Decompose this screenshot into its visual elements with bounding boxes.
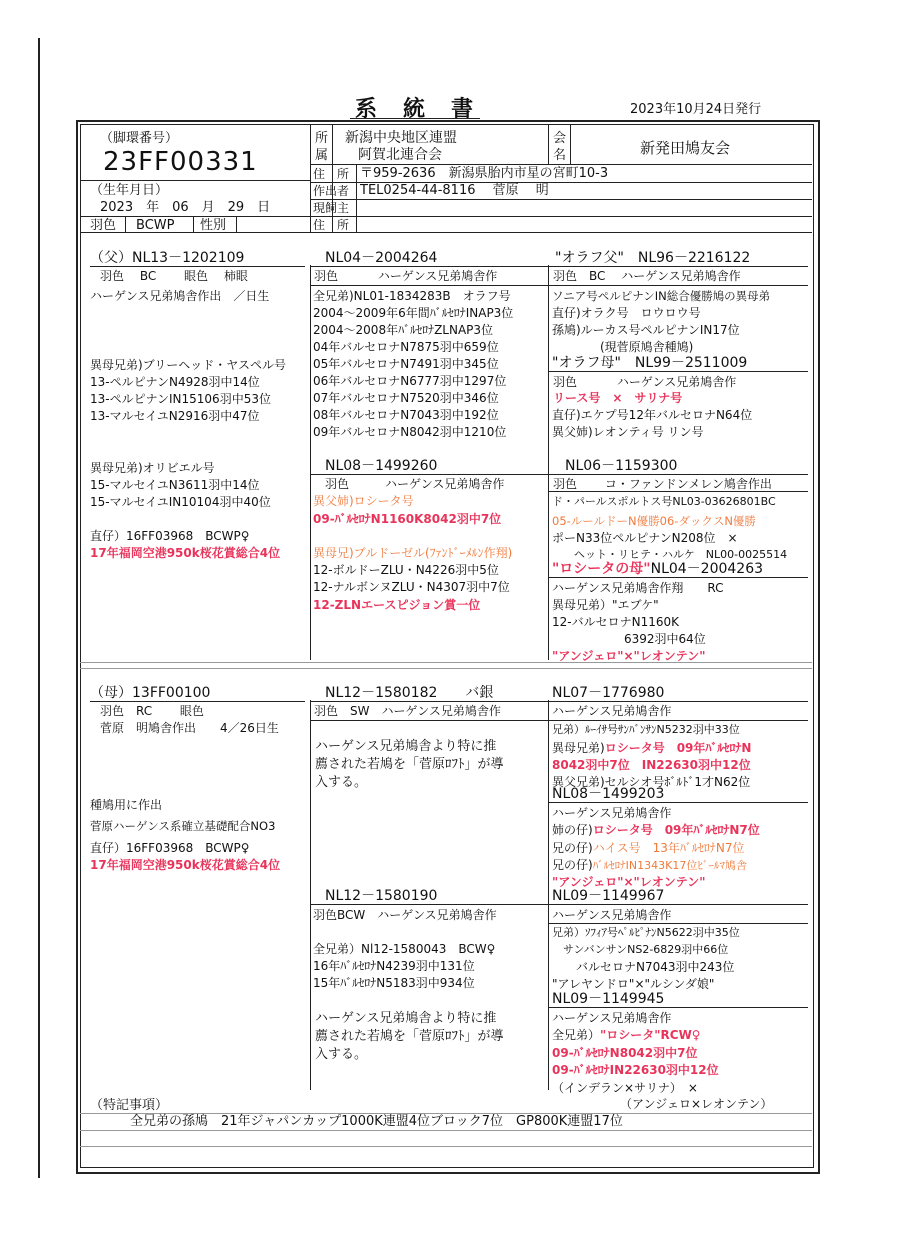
address-value: 〒959-2636 新潟県胎内市星の宮町10-3 (360, 166, 609, 181)
ddd-relation: 全兄弟） (552, 1028, 601, 1042)
sdd-title-highlight: "ロシータの母" (552, 561, 651, 577)
owner-address-label: 住 所 (313, 218, 350, 232)
document-title: 系 統 書 (355, 97, 476, 122)
divider (548, 720, 808, 721)
dd-line: 全兄弟）Nl12-1580043 BCW♀ (313, 942, 496, 956)
sds-line: ヘット・リヒテ・ハルケ NL00-0025514 (552, 548, 788, 561)
ddd-line (552, 1027, 701, 1043)
sss-line: (現菅原鳩舎種鳩) (552, 340, 694, 354)
divider (90, 266, 305, 267)
ss-line: 2004～2009年6年間ﾊﾞﾙｾﾛﾅINAP3位 (313, 306, 514, 320)
dam-color: 羽色 RC 眼色 (100, 704, 204, 718)
divider (310, 199, 812, 200)
divider (80, 232, 812, 233)
ss-line: 07年バルセロナN7520羽中346位 (313, 391, 499, 405)
dsd-relation: 姉の仔) (552, 823, 593, 837)
sd-line: 異母兄)ブルドーゼル(ﾌｧﾝﾄﾞｰﾒﾙﾝ作翔) (313, 546, 513, 560)
ds-color: 羽色 SW ハーゲンス兄弟鳩舎作 (314, 704, 501, 718)
dam-line: 菅原ハーゲンス系確立基礎配合NO3 (90, 819, 276, 833)
sss-line: ソニア号ペルピナンIN総合優勝鳩の異母弟 (552, 289, 771, 303)
ddd-line: （アンジェロ×レオンテン） (620, 1097, 773, 1111)
divider (548, 904, 808, 905)
divider (90, 701, 305, 702)
ssd-highlight: リース号 × サリナ号 (553, 391, 683, 405)
dss-highlight: ロシータ号 09年ﾊﾞﾙｾﾛﾅN (604, 741, 752, 755)
divider (548, 1007, 808, 1008)
ss-line: 09年バルセロナN8042羽中1210位 (313, 425, 507, 439)
divider (310, 474, 548, 475)
dss-line: 異父兄弟)セルシオ号ﾎﾞﾙﾄﾞ1才N62位 (552, 775, 751, 789)
sss-title: "オラフ父" NL96－2216122 (555, 250, 751, 266)
sire-color: 羽色 BC 眼色 柿眼 (100, 269, 248, 283)
ssd-line: 異父姉)レオンティ号 リン号 (552, 425, 704, 439)
owner-label: 現飼主 (313, 201, 350, 215)
ddd-line: （インデラン×サリナ） × (552, 1081, 698, 1095)
sss-line: 孫鳩)ルーカス号ペルピナンIN17位 (552, 323, 740, 337)
sd-highlight: 09-ﾊﾞﾙｾﾛﾅN1160K8042羽中7位 (313, 512, 502, 526)
notes-label: （特記事項） (90, 1098, 169, 1113)
dd-title: NL12－1580190 (325, 888, 438, 904)
sire-line: 13-ペルピナンIN15106羽中53位 (90, 392, 271, 406)
column-divider (310, 265, 311, 660)
ring-label: （脚環番号） (100, 131, 179, 146)
club-label: 会 (553, 131, 567, 146)
ddd-title: NL09－1149945 (552, 991, 665, 1007)
dam-title: （母）13FF00100 (90, 685, 211, 701)
club-name: 新発田鳩友会 (640, 139, 731, 157)
notes-rule (80, 1130, 812, 1131)
ssd-title: "オラフ母" NL99－2511009 (552, 355, 748, 371)
ss-line: 全兄弟)NL01-1834283B オラフ号 (313, 289, 511, 303)
sds-title: NL06－1159300 (565, 458, 678, 474)
dam-breeder: 菅原 明鳩舎作出 4／26日生 (100, 721, 279, 735)
dsd-relation: 兄の仔) (552, 841, 593, 855)
dam-highlight: 17年福岡空港950k桜花賞総合4位 (90, 858, 281, 872)
sdd-title (552, 561, 763, 578)
sds-highlight: 05-ルールドーN優勝06-ダックスN優勝 (552, 514, 756, 528)
sds-color: 羽色 コ・ファンドンメレン鳩舎作出 (553, 477, 772, 491)
dds-line: "アレヤンドロ"×"ルシンダ娘" (552, 977, 715, 991)
divider (310, 720, 548, 721)
sire-line: 直仔）16FF03968 BCWP♀ (90, 529, 250, 543)
dd-text: 入する。 (315, 1047, 368, 1062)
breeder-value: TEL0254-44-8116 菅原 明 (360, 183, 549, 198)
column-divider (548, 265, 549, 660)
dsd-highlight: ロシータ号 09年ﾊﾞﾙｾﾛﾅN7位 (592, 823, 760, 837)
ddd-highlight: "ロシータ"RCW♀ (600, 1028, 701, 1042)
sdd-line: 12-バルセロナN1160K (552, 615, 679, 629)
sdd-line: 6392羽中64位 (552, 632, 706, 646)
sd-line: 12-ボルドーZLU・N4226羽中5位 (313, 563, 499, 577)
column-divider (548, 700, 549, 1090)
divider (80, 180, 310, 181)
dd-text: 薦された若鳩を「菅原ﾛﾌﾄ」が導 (315, 1029, 504, 1044)
ss-title: NL04－2004264 (325, 250, 438, 266)
sd-line: 12-ナルボンヌZLU・N4307羽中7位 (313, 580, 510, 594)
column-divider (310, 700, 311, 1090)
sire-line: 15-マルセイユN3611羽中14位 (90, 478, 260, 492)
divider (310, 701, 548, 702)
ddd-highlight: 09-ﾊﾞﾙｾﾛﾅIN22630羽中12位 (552, 1063, 719, 1077)
dds-breeder: ハーゲンス兄弟鳩舎作 (552, 908, 672, 922)
color-label: 羽色 (90, 218, 117, 233)
dsd-line (552, 857, 747, 874)
dss-breeder: ハーゲンス兄弟鳩舎作 (552, 704, 672, 718)
sire-highlight: 17年福岡空港950k桜花賞総合4位 (90, 546, 281, 560)
dds-line: 兄弟）ｿﾌｨｱ号ﾍﾟﾙﾋﾟﾅﾝN5622羽中35位 (552, 926, 740, 939)
ssd-line: 直仔)エケプ号12年バルセロナN64位 (552, 408, 753, 422)
dsd-highlight: "アンジェロ"×"レオンテン" (552, 875, 706, 889)
breeder-label: 作出者 (313, 184, 350, 198)
sss-line: 直仔)オラク号 ロウロウ号 (552, 306, 701, 320)
ssd-color: 羽色 ハーゲンス兄弟鳩舎作 (553, 375, 737, 389)
sdd-line: 異母兄弟）"エブケ" (552, 598, 659, 612)
ss-line: 06年バルセロナN6777羽中1297位 (313, 374, 507, 388)
divider (548, 266, 808, 267)
section-divider (80, 668, 812, 669)
notes-text: 全兄弟の孫鳩 21年ジャパンカップ1000K連盟4位ブロック7位 GP800K連盟17位 (130, 1114, 623, 1129)
dds-line: サンバンサンNS2-6829羽中66位 (552, 943, 729, 956)
dam-line: 直仔）16FF03968 BCWP♀ (90, 841, 250, 855)
dsd-line (552, 840, 744, 856)
dsd-orange: ハイス号 13年ﾊﾞﾙｾﾛﾅN7位 (592, 841, 745, 855)
dam-line: 種鳩用に作出 (90, 798, 163, 812)
dsd-line (552, 822, 760, 838)
divider (193, 216, 194, 232)
sd-highlight: 12-ZLNエースピジョン賞一位 (313, 598, 481, 612)
divider (548, 577, 808, 578)
section-divider (80, 662, 812, 663)
ss-color: 羽色 ハーゲンス兄弟鳩舎作 (314, 269, 498, 283)
ds-text: 入する。 (315, 775, 368, 790)
divider (548, 474, 808, 475)
margin-line (38, 38, 40, 1178)
sire-line: 15-マルセイユIN10104羽中40位 (90, 495, 271, 509)
birth-label: （生年月日） (90, 183, 169, 198)
dd-color: 羽色BCW ハーゲンス兄弟鳩舎作 (313, 908, 497, 922)
dsd-relation: 兄の仔) (552, 858, 593, 872)
dss-relation: 異母兄弟) (552, 741, 605, 755)
divider (548, 701, 808, 702)
ss-line: 2004～2008年ﾊﾞﾙｾﾛﾅZLNAP3位 (313, 323, 494, 337)
dss-line: 兄弟）ﾙｰｲｻ号ｻﾝﾊﾞﾝｻﾝN5232羽中33位 (552, 723, 740, 736)
sire-breeder: ハーゲンス兄弟鳩舎作出 ／日生 (90, 289, 270, 303)
dd-line: 15年ﾊﾞﾙｾﾛﾅN5183羽中934位 (313, 976, 475, 990)
divider (356, 164, 357, 232)
sds-line: ド・パールスポルトス号NL03-03626801BC (552, 495, 776, 508)
dds-line: バルセロナN7043羽中243位 (552, 960, 735, 974)
sd-line: 異父姉)ロシータ号 (313, 494, 414, 508)
divider (548, 285, 808, 286)
issue-date: 2023年10月24日発行 (630, 102, 762, 117)
affiliation-union: 阿賀北連合会 (358, 147, 442, 163)
ring-number: 23FF00331 (103, 147, 258, 177)
dds-title: NL09－1149967 (552, 888, 665, 904)
sire-line: 13-マルセイユN2916羽中47位 (90, 409, 260, 423)
dd-text: ハーゲンス兄弟鳩舎より特に推 (315, 1011, 497, 1026)
affiliation-label: 所 (315, 131, 329, 146)
sire-title: （父）NL13－1202109 (90, 250, 245, 266)
sire-line: 異母兄弟)ブリーヘッド・ヤスペル号 (90, 358, 286, 372)
ds-text: 薦された若鳩を「菅原ﾛﾌﾄ」が導 (315, 757, 504, 772)
title-underline (350, 118, 480, 119)
dss-highlight: 8042羽中7位 IN22630羽中12位 (552, 758, 751, 772)
sd-color: 羽色 ハーゲンス兄弟鳩舎作 (325, 477, 505, 491)
sss-color: 羽色 BC ハーゲンス兄弟鳩舎作 (553, 269, 741, 283)
birth-date: 2023 年 06 月 29 日 (100, 200, 271, 215)
dsd-title: NL08－1499203 (552, 786, 665, 802)
ddd-highlight: 09-ﾊﾞﾙｾﾛﾅN8042羽中7位 (552, 1046, 698, 1060)
divider (125, 216, 126, 232)
club-label: 名 (553, 148, 567, 163)
notes-rule (80, 1146, 812, 1147)
sire-line: 異母兄弟)オリビエル号 (90, 461, 215, 475)
ds-title: NL12－1580182 バ銀 (325, 685, 494, 701)
sds-line: ポーN33位ペルピナンN208位 × (552, 531, 738, 545)
sdd-highlight: "アンジェロ"×"レオンテン" (552, 649, 706, 663)
divider (310, 904, 548, 905)
dsd-orange: ﾊﾞﾙｾﾛﾅIN1343K17位ﾋﾞｰﾙﾏ鳩舎 (592, 859, 747, 872)
address-label: 住 所 (313, 167, 350, 181)
ss-line: 08年バルセロナN7043羽中192位 (313, 408, 499, 422)
ss-line: 04年バルセロナN7875羽中659位 (313, 340, 499, 354)
divider (548, 923, 808, 924)
color-value: BCWP (136, 218, 175, 233)
dss-line (552, 740, 751, 756)
divider (236, 216, 237, 232)
dsd-breeder: ハーゲンス兄弟鳩舎作 (552, 806, 672, 820)
sdd-breeder: ハーゲンス兄弟鳩舎作翔 RC (552, 581, 724, 595)
divider (548, 371, 808, 372)
divider (548, 802, 808, 803)
ddd-breeder: ハーゲンス兄弟鳩舎作 (552, 1011, 672, 1025)
sdd-title-number: NL04－2004263 (650, 561, 764, 577)
affiliation-federation: 新潟中央地区連盟 (345, 130, 457, 146)
ds-text: ハーゲンス兄弟鳩舎より特に推 (315, 739, 497, 754)
divider (310, 285, 548, 286)
sd-title: NL08－1499260 (325, 458, 438, 474)
dd-line: 16年ﾊﾞﾙｾﾛﾅN4239羽中131位 (313, 959, 475, 973)
divider (548, 491, 808, 492)
dss-title: NL07－1776980 (552, 685, 665, 701)
sire-line: 13-ペルピナンN4928羽中14位 (90, 375, 260, 389)
sex-label: 性別 (200, 218, 227, 233)
ss-line: 05年バルセロナN7491羽中345位 (313, 357, 499, 371)
affiliation-label: 属 (315, 148, 329, 163)
divider (310, 266, 548, 267)
divider (570, 124, 571, 164)
divider (310, 216, 812, 217)
divider (548, 124, 549, 164)
